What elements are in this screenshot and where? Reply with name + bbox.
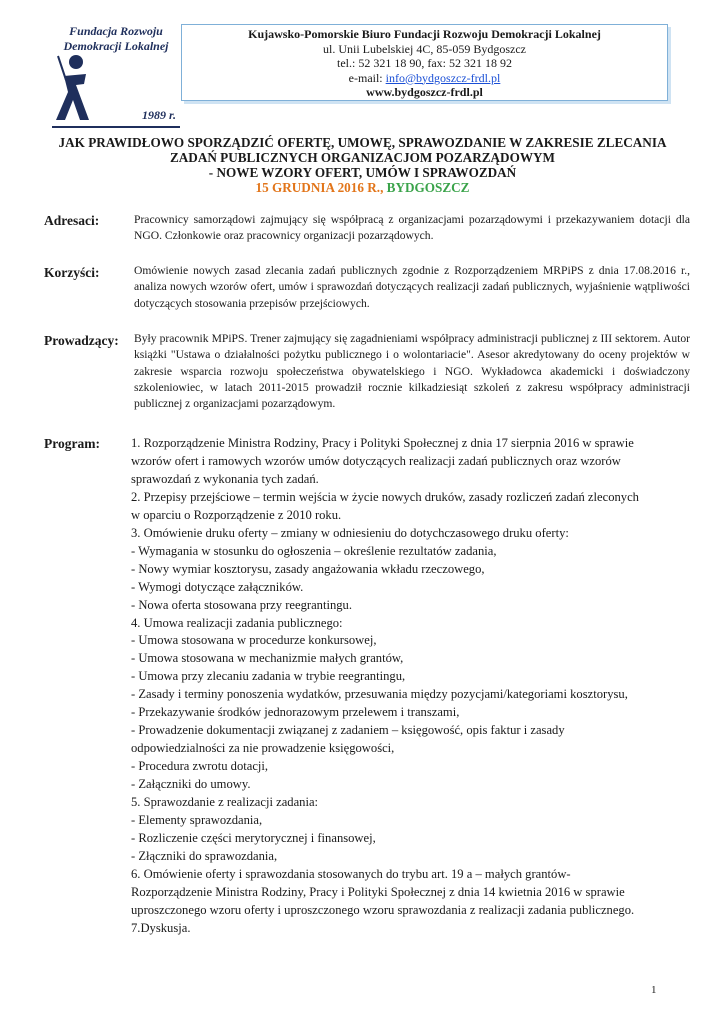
program-line: Rozporządzenie Ministra Rodziny, Pracy i Polityki Społecznej z dnia 14 kwietnia 2016 w sprawie: [131, 884, 625, 899]
program-line: uproszczonego wzoru oferty i uproszczonego wzoru sprawozdania z realizacji zadania publicznego.: [131, 902, 635, 917]
program-line: - Umowa przy zlecaniu zadania w trybie reegrantingu,: [131, 669, 406, 684]
heading-line3: - NOWE WZORY OFERT, UMÓW I SPRAWOZDAŃ: [208, 165, 517, 180]
program-line: - Elementy sprawozdania,: [131, 813, 263, 828]
heading-line2: ZADAŃ PUBLICZNYCH ORGANIZACJOM POZARZĄDOWYM: [169, 150, 555, 165]
program-line: sprawozdań z wykonania tych zadań.: [131, 471, 319, 486]
program-line: 6. Omówienie oferty i sprawozdania stosowanych do trybu art. 19 a – małych grantów-: [131, 866, 571, 881]
logo-year: 1989 r.: [141, 108, 176, 122]
program-line: - Nowy wymiar kosztorysu, zasady angażowania wkładu rzeczowego,: [131, 561, 485, 576]
logo-org-name: [52, 24, 180, 54]
contact-title: Kujawsko-Pomorskie Biuro Fundacji Rozwoju Demokracji Lokalnej: [248, 27, 601, 41]
contact-email-link[interactable]: info@bydgoszcz-frdl.pl: [385, 70, 501, 85]
contact-email-label: e-mail:: [348, 70, 386, 85]
contact-email-row: [182, 71, 667, 86]
program-line: 2. Przepisy przejściowe – termin wejścia w życie nowych druków, zasady rozliczeń zadań zleconych: [131, 489, 639, 504]
program-line: - Wymagania w stosunku do ogłoszenia – określenie rezultatów zadania,: [131, 543, 497, 558]
program-line: odpowiedzialności za nie prowadzenie księgowości,: [131, 741, 395, 756]
program-line: - Załączniki do umowy.: [131, 777, 251, 792]
program-line: - Przekazywanie środków jednorazowym przelewem i transzami,: [131, 705, 460, 720]
logo-org-line1: Fundacja Rozwoju: [69, 24, 163, 38]
person-figure-icon: [54, 54, 104, 122]
program-line: - Wymogi dotyczące załączników.: [131, 579, 304, 594]
program-line: - Prowadzenie dokumentacji związanej z zadaniem – księgowość, opis faktur i zasady: [131, 723, 565, 738]
page-number: 1: [651, 984, 657, 996]
document-heading: [40, 135, 685, 195]
adresaci-label: Adresaci:: [44, 213, 100, 228]
prowadzacy-text: Były pracownik MPiPS. Trener zajmujący się zagadnieniami współpracy administracji publicznej z III sektorem. Autor książki "Ustawa o działalności pożytku publicznego i o wolontariacie". Asesor akredytowany do oceny projektów w zakresie wsparcia rozwoju społeczeństwa obywatelskiego i NGO. Wykładowca akademicki i doświadczony szkoleniowiec, w latach 2011-2015 prowadził rocznie kilkadziesiąt szkoleń z zakresu współpracy administracji publicznej z organizacjami pozarządowym.: [134, 332, 690, 411]
adresaci-text: Pracownicy samorządowi zajmujący się współpracą z organizacjami pozarządowymi i przekazywaniem dotacji dla NGO. Członkowie oraz pracownicy organizacji pozarządowych.: [134, 213, 690, 243]
prowadzacy-label: Prowadzący:: [44, 333, 119, 348]
contact-address: ul. Unii Lubelskiej 4C, 85-059 Bydgoszcz: [323, 41, 526, 56]
contact-website: www.bydgoszcz-frdl.pl: [366, 85, 483, 99]
program-line: - Złączniki do sprawozdania,: [131, 848, 278, 863]
program-line: 7.Dyskusja.: [131, 920, 191, 935]
program-line: wzorów ofert i ramowych wzorów umów dotyczących realizacji zadań publicznych oraz wzorów: [131, 453, 621, 468]
heading-line1: JAK PRAWIDŁOWO SPORZĄDZIĆ OFERTĘ, UMOWĘ, SPRAWOZDANIE W ZAKRESIE ZLECANIA: [58, 135, 667, 150]
program-line: 5. Sprawozdanie z realizacji zadania:: [131, 795, 319, 810]
program-line: 3. Omówienie druku oferty – zmiany w odniesieniu do dotychczasowego druku oferty:: [131, 525, 569, 540]
heading-city: BYDGOSZCZ: [386, 180, 470, 195]
program-line: - Zasady i terminy ponoszenia wydatków, przesuwania między pozycjami/kategoriami kosztorysu,: [131, 687, 628, 702]
heading-date: 15 GRUDNIA 2016 R.,: [255, 180, 387, 195]
korzysci-label: Korzyści:: [44, 265, 100, 280]
program-line: w oparciu o Rozporządzenie z 2010 roku.: [131, 507, 342, 522]
contact-box: [181, 24, 668, 101]
program-line: 4. Umowa realizacji zadania publicznego:: [131, 615, 343, 630]
program-line: - Nowa oferta stosowana przy reegrantingu.: [131, 597, 353, 612]
program-line: - Umowa stosowana w mechanizmie małych grantów,: [131, 651, 404, 666]
program-list: [131, 435, 692, 938]
contact-phone: tel.: 52 321 18 90, fax: 52 321 18 92: [337, 56, 512, 70]
program-line: - Umowa stosowana w procedurze konkursowej,: [131, 633, 377, 648]
foundation-logo: [52, 24, 180, 124]
korzysci-text: Omówienie nowych zasad zlecania zadań publicznych zgodnie z Rozporządzeniem MRPiPS z dnia 17.08.2016 r., analiza nowych wzorów ofert, umów i sprawozdań dotyczących realizacji zadań publicznych, wyjaśnienie wątpliwości dotyczących stosowania przepisów przejściowych.: [134, 264, 690, 310]
logo-underline: [52, 126, 180, 128]
program-line: 1. Rozporządzenie Ministra Rodziny, Pracy i Polityki Społecznej z dnia 17 sierpnia 2016 w sprawie: [131, 436, 634, 450]
program-line: - Rozliczenie części merytorycznej i finansowej,: [131, 830, 376, 845]
heading-date-line: [40, 180, 685, 195]
program-label: Program:: [44, 436, 100, 451]
logo-org-line2: Demokracji Lokalnej: [63, 39, 169, 53]
program-line: - Procedura zwrotu dotacji,: [131, 759, 269, 774]
